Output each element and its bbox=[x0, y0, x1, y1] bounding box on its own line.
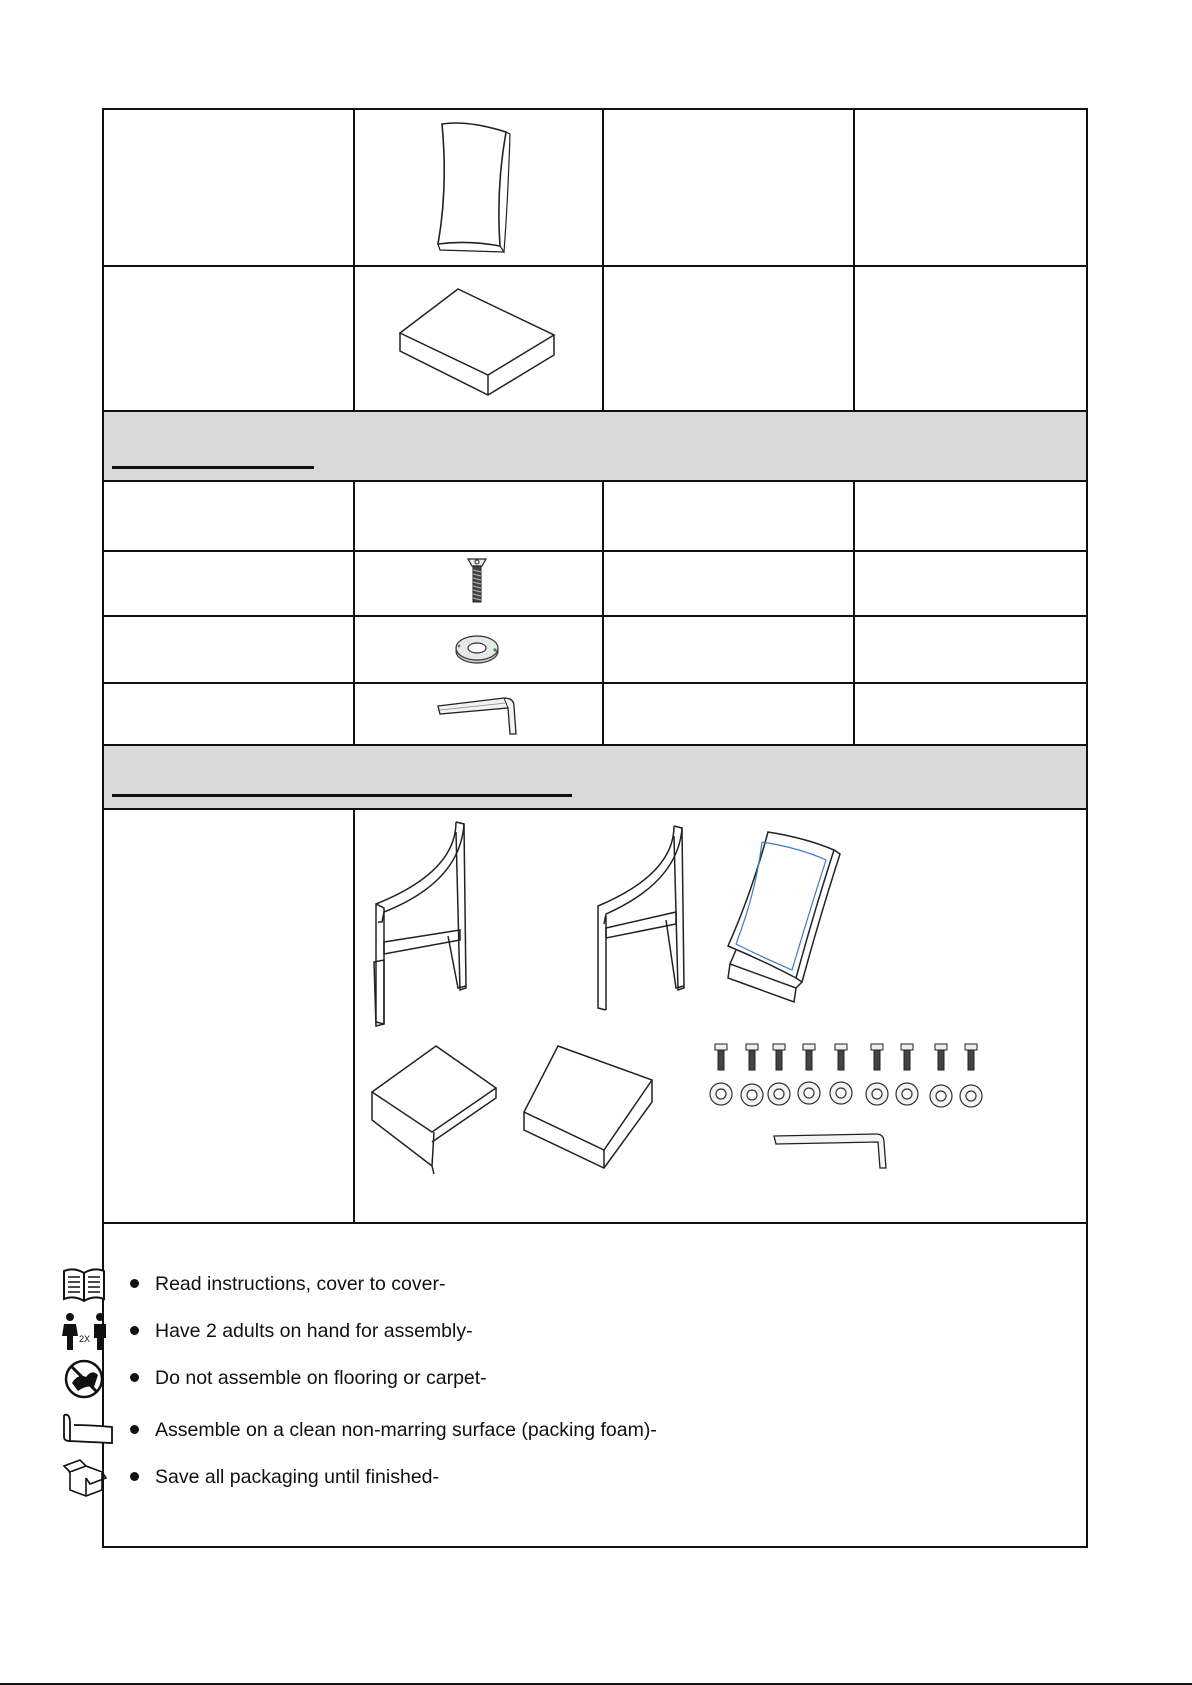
list-item bbox=[60, 1265, 960, 1305]
book-icon bbox=[60, 1265, 108, 1305]
seat-back-panel-image bbox=[428, 118, 518, 258]
column-divider bbox=[853, 480, 855, 744]
bullet bbox=[130, 1326, 139, 1335]
list-item bbox=[60, 1411, 960, 1451]
svg-text:2X: 2X bbox=[79, 1334, 91, 1344]
foam-sheet-icon bbox=[60, 1411, 108, 1451]
column-divider bbox=[602, 480, 604, 744]
list-item bbox=[60, 1359, 960, 1399]
column-divider bbox=[353, 480, 355, 744]
note-text: Read instructions, cover to cover- bbox=[155, 1273, 446, 1295]
row-divider bbox=[104, 744, 1086, 746]
list-item bbox=[60, 1458, 960, 1498]
row-divider bbox=[104, 1222, 1086, 1224]
column-divider bbox=[602, 110, 604, 412]
section-header-underline bbox=[112, 794, 572, 797]
section-header-underline bbox=[112, 466, 314, 469]
column-divider bbox=[353, 808, 355, 1222]
two-adults-icon bbox=[60, 1312, 108, 1352]
allen-key-image bbox=[434, 696, 520, 736]
note-text: Have 2 adults on hand for assembly- bbox=[155, 1320, 473, 1342]
column-divider bbox=[353, 110, 355, 412]
row-divider bbox=[104, 682, 1086, 684]
seat-cushion-image bbox=[396, 285, 561, 403]
parts-overview-image bbox=[356, 812, 1086, 1218]
row-divider bbox=[104, 410, 1086, 412]
column-divider bbox=[853, 110, 855, 412]
no-carpet-icon bbox=[60, 1359, 108, 1399]
note-text: Do not assemble on flooring or carpet- bbox=[155, 1367, 487, 1389]
bullet bbox=[130, 1472, 139, 1481]
row-divider bbox=[104, 808, 1086, 810]
row-divider bbox=[104, 615, 1086, 617]
list-item bbox=[60, 1312, 960, 1352]
row-divider bbox=[104, 550, 1086, 552]
section-header-hardware bbox=[104, 412, 1086, 480]
box-icon bbox=[60, 1458, 108, 1498]
note-text: Save all packaging until finished- bbox=[155, 1466, 440, 1488]
bullet bbox=[130, 1279, 139, 1288]
bullet bbox=[130, 1425, 139, 1434]
bullet bbox=[130, 1373, 139, 1382]
note-text: Assemble on a clean non-marring surface (packing foam)- bbox=[155, 1419, 657, 1441]
row-divider bbox=[104, 265, 1086, 267]
section-header-overview bbox=[104, 744, 1086, 808]
row-divider bbox=[104, 480, 1086, 482]
washer-image bbox=[453, 632, 501, 666]
bolt-image bbox=[465, 556, 489, 606]
